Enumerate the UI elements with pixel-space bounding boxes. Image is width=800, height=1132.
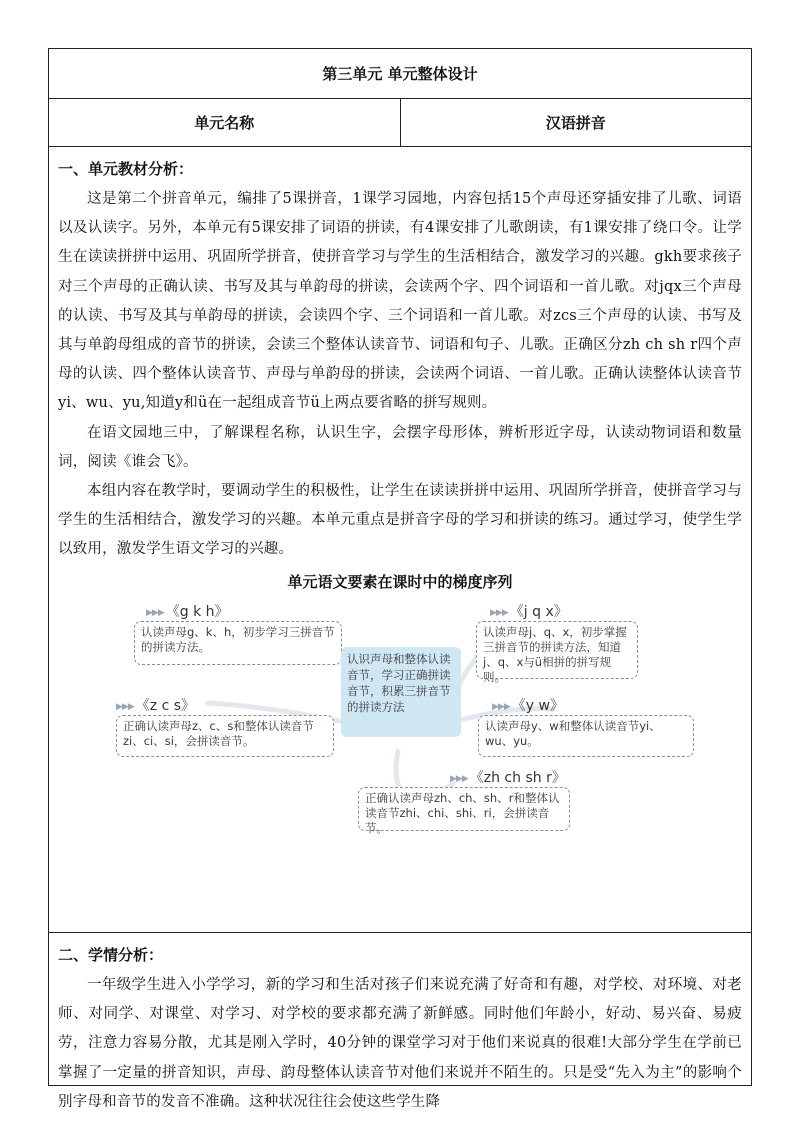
- node-label-zcs: ▶▶▶ 《z c s》: [116, 697, 196, 714]
- paragraph: 在语文园地三中，了解课程名称，认识生字，会摆字母形体，辨析形近字母，认读动物词语和数量词，阅读《谁会飞》。: [58, 424, 742, 470]
- node-box-gkh: 认读声母g、k、h，初步学习三拼音节的拼读方法。: [134, 621, 342, 665]
- node-box-zcs: 正确认读声母z、c、s和整体认读音节zi、ci、si，会拼读音节。: [116, 715, 334, 757]
- paragraph: 这是第二个拼音单元，编排了5课拼音，1课学习园地，内容包括15个声母还穿插安排了儿歌、词语以及认读字。另外，本单元有5课安排了词语的拼读，有4课安排了儿歌朗读，有1课安排了绕口令。让学生在读读拼拼中运用、巩固所学拼音，使拼音学习与学生的生活相结合，激发学习的兴趣。gkh要求孩子对三个声母的正确认读、书写及其与单韵母的拼读，会读两个字、四个词语和一首儿歌。对jqx三个声母的认读、书写及其与单韵母的拼读，会读四个字、三个词语和一首儿歌。对zcs三个声母的认读、书写及其与单韵母组成的音节的拼读，会读三个整体认读音节、词语和句子、儿歌。正确区分zh ch sh r四个声母的认读、四个整体认读音节、声母与单韵母的拼读，会读两个词语、一首儿歌。正确认读整体认读音节yi、wu、yu,知道y和ü在一起组成音节ü上两点要省略的拼写规则。: [58, 191, 742, 412]
- unit-name-label: 单元名称: [194, 114, 255, 132]
- section-heading: 一、单元教材分析：: [58, 160, 194, 178]
- node-label-gkh: ▶▶▶ 《g k h》: [146, 603, 229, 620]
- paragraph: 本组内容在教学时，要调动学生的积极性，让学生在读读拼拼中运用、巩固所学拼音，使拼音学习与学生的生活相结合，激发学习的兴趣。本单元重点是拼音字母的学习和拼读的练习。通过学习，使学生学以致用，激发学生语文学习的兴趣。: [58, 483, 742, 558]
- mind-map-center: 认识声母和整体认读音节，学习正确拼读音节，积累三拼音节的拼读方法: [341, 647, 461, 737]
- section-student-analysis: [49, 933, 751, 1110]
- page-title: 第三单元 单元整体设计: [49, 49, 751, 99]
- unit-name-value: 汉语拼音: [400, 99, 752, 146]
- node-label-zhchshr: ▶▶▶ 《zh ch sh r》: [450, 769, 566, 786]
- diagram-title: 单元语文要素在课时中的梯度序列: [287, 572, 513, 591]
- section-textbook-analysis: [49, 147, 751, 933]
- paragraph: 一年级学生进入小学学习，新的学习和生活对孩子们来说充满了好奇和有趣，对学校、对环境、对老师、对同学、对课堂、对学习、对学校的要求都充满了新鲜感。同时他们年龄小，好动、易兴奋、易疲劳，注意力容易分散，尤其是刚入学时，40分钟的课堂学习对于他们来说真的很难!大部分学生在学前已掌握了一定量的拼音知识，声母、韵母整体认读音节对他们来说并不陌生的。只是受“先入为主”的影响个别字母和音节的发音不准确。这种状况往往会使这些学生降: [58, 977, 742, 1110]
- node-box-zhchshr: 正确认读声母zh、ch、sh、r和整体认读音节zhi、chi、shi、ri，会拼读音节。: [358, 787, 570, 831]
- lesson-plan-table: [48, 48, 752, 1110]
- unit-name-row: [49, 99, 751, 147]
- node-label-jqx: ▶▶▶ 《j q x》: [490, 603, 568, 620]
- node-box-jqx: 认读声母j、q、x，初步掌握三拼音节的拼读方法，知道j、q、x与ü相拼的拼写规则。: [476, 621, 638, 679]
- node-box-yw: 认读声母y、w和整体认读音节yi、wu、yu。: [478, 715, 694, 757]
- section-heading: 二、学情分析：: [58, 946, 164, 964]
- node-label-yw: ▶▶▶ 《y w》: [492, 697, 564, 714]
- mind-map-diagram: [58, 571, 742, 835]
